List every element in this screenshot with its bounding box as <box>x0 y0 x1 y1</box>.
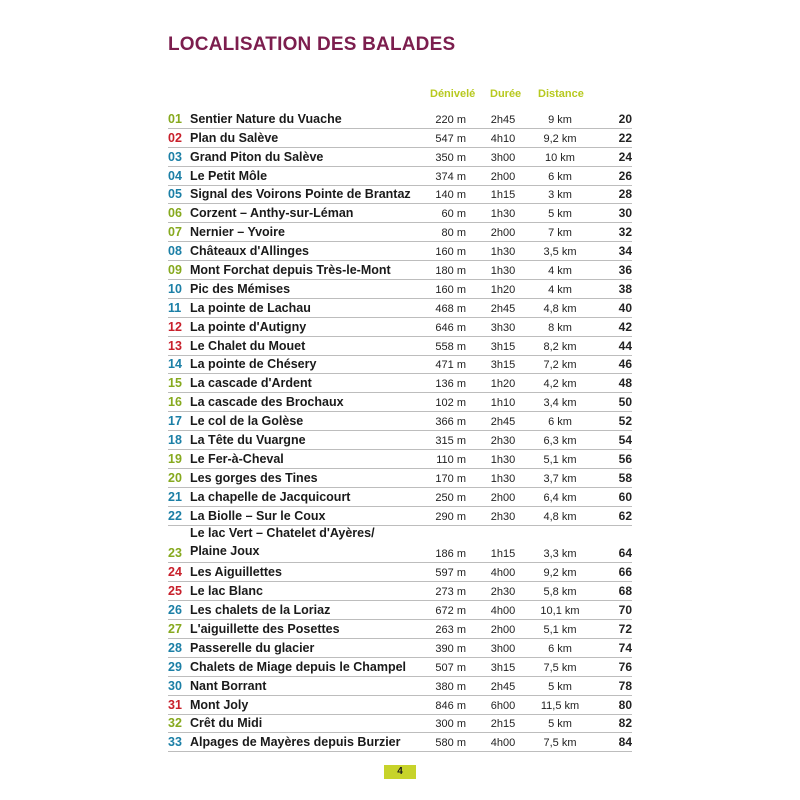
walk-number: 21 <box>168 489 182 504</box>
walk-page: 62 <box>618 508 632 523</box>
table-row <box>168 242 632 261</box>
walk-denivele: 471 m <box>435 359 466 372</box>
walk-name <box>190 112 342 126</box>
walk-distance: 7,2 km <box>543 359 577 372</box>
walk-duree: 4h00 <box>490 605 516 618</box>
table-row <box>168 412 632 431</box>
walk-name-line: Pic des Mémises <box>190 281 291 296</box>
walk-page: 56 <box>618 451 632 466</box>
walk-name <box>190 452 284 466</box>
walk-name <box>190 716 262 730</box>
walk-number: 15 <box>168 376 182 391</box>
walk-number: 02 <box>168 130 182 145</box>
walk-denivele: 186 m <box>435 548 466 561</box>
walk-distance: 9 km <box>548 113 572 126</box>
walk-distance: 5 km <box>548 208 572 221</box>
table-row <box>168 280 632 299</box>
walk-duree: 1h30 <box>490 453 516 466</box>
walk-page: 34 <box>618 244 632 259</box>
walk-name <box>190 603 330 617</box>
walk-name-line: Plan du Salève <box>190 130 279 145</box>
table-row <box>168 639 632 658</box>
walk-name <box>190 320 306 334</box>
walk-name <box>190 282 290 296</box>
walk-page: 22 <box>618 130 632 145</box>
walk-name <box>190 357 316 371</box>
walk-distance: 9,2 km <box>543 567 577 580</box>
table-row <box>168 582 632 601</box>
walk-number: 16 <box>168 395 182 410</box>
walk-denivele: 102 m <box>435 397 466 410</box>
walk-number: 19 <box>168 451 182 466</box>
walk-name-line: La Biolle – Sur le Coux <box>190 508 326 523</box>
walk-duree: 1h30 <box>490 208 516 221</box>
walk-duree: 1h20 <box>490 378 516 391</box>
table-row <box>168 393 632 412</box>
walk-name-line: La pointe d'Autigny <box>190 319 307 334</box>
walk-page: 46 <box>618 357 632 372</box>
walk-name-line: La Tête du Vuargne <box>190 433 306 448</box>
walk-name-line: Alpages de Mayères depuis Burzier <box>190 735 401 750</box>
walk-name <box>190 225 285 239</box>
walk-page: 20 <box>618 111 632 126</box>
walk-denivele: 140 m <box>435 189 466 202</box>
walk-name-line: Châteaux d'Allinges <box>190 244 309 259</box>
table-row <box>168 374 632 393</box>
walk-name-line: Mont Forchat depuis Très-le-Mont <box>190 263 391 278</box>
walk-name <box>190 169 267 183</box>
walk-number: 14 <box>168 357 182 372</box>
walk-number: 25 <box>168 584 182 599</box>
table-row <box>168 318 632 337</box>
walk-page: 50 <box>618 395 632 410</box>
walk-name <box>190 679 266 693</box>
walk-distance: 8 km <box>548 321 572 334</box>
table-row <box>168 337 632 356</box>
walk-page: 60 <box>618 489 632 504</box>
walk-name <box>190 263 391 277</box>
walk-duree: 2h00 <box>490 623 516 636</box>
walk-name-line: Chalets de Miage depuis le Champel <box>190 659 407 674</box>
walk-distance: 5,1 km <box>543 453 577 466</box>
walk-distance: 6,4 km <box>543 491 577 504</box>
walk-name-line: Les chalets de la Loriaz <box>190 603 331 618</box>
walk-duree: 2h15 <box>490 718 516 731</box>
walk-name <box>190 698 248 712</box>
walk-page: 36 <box>618 263 632 278</box>
walk-duree: 1h15 <box>490 189 516 202</box>
table-row <box>168 299 632 318</box>
walk-duree: 1h15 <box>490 548 516 561</box>
walk-denivele: 374 m <box>435 170 466 183</box>
walk-number: 18 <box>168 433 182 448</box>
walk-distance: 6 km <box>548 642 572 655</box>
table-row <box>168 696 632 715</box>
walk-number: 20 <box>168 470 182 485</box>
walk-name-line: Nant Borrant <box>190 678 267 693</box>
walk-name <box>190 301 311 315</box>
walk-name-line: Sentier Nature du Vuache <box>190 111 342 126</box>
walk-name-line: Nernier – Yvoire <box>190 225 285 240</box>
walk-name-line: La pointe de Chésery <box>190 357 317 372</box>
walk-duree: 2h45 <box>490 113 516 126</box>
walk-name <box>190 565 282 579</box>
walk-distance: 6 km <box>548 170 572 183</box>
header-denivele: Dénivelé <box>430 88 476 100</box>
walk-page: 40 <box>618 300 632 315</box>
walk-page: 26 <box>618 168 632 183</box>
walk-denivele: 350 m <box>435 151 466 164</box>
table-row <box>168 356 632 375</box>
walk-number: 01 <box>168 111 182 126</box>
walk-number: 24 <box>168 565 182 580</box>
walk-duree: 3h00 <box>490 642 516 655</box>
walk-name <box>190 376 312 390</box>
walk-distance: 4,2 km <box>543 378 577 391</box>
table-row <box>168 677 632 696</box>
walk-duree: 2h45 <box>490 680 516 693</box>
walk-duree: 2h00 <box>490 170 516 183</box>
walk-page: 44 <box>618 338 632 353</box>
table-row <box>168 110 632 129</box>
walk-page: 32 <box>618 225 632 240</box>
walk-duree: 2h45 <box>490 416 516 429</box>
walk-distance: 7,5 km <box>543 737 577 750</box>
walk-page: 68 <box>618 584 632 599</box>
table-row <box>168 167 632 186</box>
walk-distance: 6,3 km <box>543 435 577 448</box>
walk-page: 74 <box>618 640 632 655</box>
walk-name <box>190 187 411 201</box>
walk-page: 66 <box>618 565 632 580</box>
walk-duree: 1h30 <box>490 265 516 278</box>
walk-name-line: La chapelle de Jacquicourt <box>190 489 351 504</box>
walk-distance: 9,2 km <box>543 132 577 145</box>
header-duree: Durée <box>490 88 522 100</box>
walk-duree: 3h15 <box>490 661 516 674</box>
walk-name-line: La pointe de Lachau <box>190 300 311 315</box>
walk-duree: 3h15 <box>490 359 516 372</box>
walk-duree: 2h30 <box>490 586 516 599</box>
walk-denivele: 170 m <box>435 472 466 485</box>
walk-page: 54 <box>618 433 632 448</box>
walk-name <box>190 490 350 504</box>
walk-name-line: Le Fer-à-Cheval <box>190 451 284 466</box>
walk-distance: 3 km <box>548 189 572 202</box>
walk-name-line: Les gorges des Tines <box>190 470 318 485</box>
walk-denivele: 672 m <box>435 605 466 618</box>
walk-number: 33 <box>168 735 182 750</box>
walk-number: 31 <box>168 697 182 712</box>
walk-number: 05 <box>168 187 182 202</box>
walk-distance: 10 km <box>545 151 575 164</box>
walk-denivele: 390 m <box>435 642 466 655</box>
walk-number: 26 <box>168 603 182 618</box>
walk-duree: 2h00 <box>490 227 516 240</box>
walk-duree: 2h45 <box>490 302 516 315</box>
walk-name <box>190 735 401 749</box>
walk-denivele: 60 m <box>441 208 466 221</box>
walk-distance: 5 km <box>548 718 572 731</box>
walk-page: 48 <box>618 376 632 391</box>
table-row <box>168 431 632 450</box>
walk-denivele: 380 m <box>435 680 466 693</box>
walk-number: 30 <box>168 678 182 693</box>
walk-page: 82 <box>618 716 632 731</box>
table-row <box>168 563 632 582</box>
walk-name-line: La cascade des Brochaux <box>190 395 344 410</box>
walk-name <box>190 131 278 145</box>
walk-distance: 3,4 km <box>543 397 577 410</box>
walk-number: 27 <box>168 621 182 636</box>
walk-distance: 5 km <box>548 680 572 693</box>
walk-name-line: L'aiguillette des Posettes <box>190 621 340 636</box>
walk-distance: 4 km <box>548 283 572 296</box>
walk-name <box>190 244 309 258</box>
table-row <box>168 261 632 280</box>
walk-denivele: 290 m <box>435 510 466 523</box>
walk-page: 58 <box>618 470 632 485</box>
walk-duree: 2h00 <box>490 491 516 504</box>
walk-number: 22 <box>168 508 182 523</box>
table-row <box>168 469 632 488</box>
walk-page: 76 <box>618 659 632 674</box>
walk-page: 28 <box>618 187 632 202</box>
walk-denivele: 180 m <box>435 265 466 278</box>
header-distance: Distance <box>538 88 584 100</box>
walk-distance: 6 km <box>548 416 572 429</box>
walk-name <box>190 622 340 636</box>
walk-name <box>190 509 325 523</box>
walk-distance: 10,1 km <box>540 605 580 618</box>
walks-table <box>168 110 632 752</box>
walk-denivele: 547 m <box>435 132 466 145</box>
table-row <box>168 601 632 620</box>
walk-number: 09 <box>168 263 182 278</box>
page-title: LOCALISATION DES BALADES <box>168 34 456 55</box>
walk-page: 70 <box>618 603 632 618</box>
walk-distance: 4,8 km <box>543 510 577 523</box>
walk-name <box>190 206 353 220</box>
walk-number: 13 <box>168 338 182 353</box>
walk-number: 07 <box>168 225 182 240</box>
walk-name-line: Signal des Voirons Pointe de Brantaz <box>190 187 411 202</box>
walk-number: 32 <box>168 716 182 731</box>
table-row <box>168 148 632 167</box>
walk-page: 84 <box>618 735 632 750</box>
walk-name-line: Grand Piton du Salève <box>190 149 324 164</box>
walk-name-line: Le Chalet du Mouet <box>190 338 306 353</box>
walk-name <box>190 641 314 655</box>
table-row <box>168 129 632 148</box>
walk-distance: 3,3 km <box>543 548 577 561</box>
walk-name <box>190 150 323 164</box>
walk-denivele: 110 m <box>436 453 466 466</box>
table-row <box>168 186 632 205</box>
table-row <box>168 526 632 564</box>
walk-name <box>190 471 318 485</box>
walk-number: 11 <box>168 300 182 315</box>
walk-name <box>190 584 263 598</box>
walk-denivele: 263 m <box>435 623 466 636</box>
table-row <box>168 450 632 469</box>
page-number-badge: 4 <box>384 765 416 779</box>
walk-denivele: 220 m <box>435 113 466 126</box>
walk-duree: 6h00 <box>490 699 516 712</box>
walk-name-line: Plaine Joux <box>190 544 260 559</box>
walk-denivele: 507 m <box>435 661 466 674</box>
walk-denivele: 160 m <box>435 246 466 259</box>
walk-denivele: 597 m <box>435 567 466 580</box>
walk-number: 23 <box>168 546 182 561</box>
walk-name-line: Passerelle du glacier <box>190 640 315 655</box>
walk-name-line: Crêt du Midi <box>190 716 263 731</box>
walk-page: 24 <box>618 149 632 164</box>
walk-name-line: Mont Joly <box>190 697 249 712</box>
walk-page: 80 <box>618 697 632 712</box>
table-header <box>168 88 632 104</box>
table-row <box>168 658 632 677</box>
walk-name <box>190 524 375 562</box>
walk-name-line: Corzent – Anthy-sur-Léman <box>190 206 354 221</box>
walk-duree: 4h10 <box>490 132 516 145</box>
walk-denivele: 558 m <box>435 340 466 353</box>
walk-name <box>190 433 306 447</box>
walk-duree: 2h30 <box>490 510 516 523</box>
walk-distance: 5,8 km <box>543 586 577 599</box>
walk-number: 10 <box>168 281 182 296</box>
walk-name-line: Le col de la Golèse <box>190 414 304 429</box>
walk-page: 42 <box>618 319 632 334</box>
walk-page: 30 <box>618 206 632 221</box>
walk-number: 28 <box>168 640 182 655</box>
table-row <box>168 204 632 223</box>
walk-denivele: 468 m <box>435 302 466 315</box>
walk-duree: 4h00 <box>490 567 516 580</box>
walk-name <box>190 339 305 353</box>
walk-denivele: 846 m <box>435 699 466 712</box>
walk-distance: 8,2 km <box>543 340 577 353</box>
walk-page: 78 <box>618 678 632 693</box>
walk-duree: 1h30 <box>490 472 516 485</box>
table-row <box>168 620 632 639</box>
walk-page: 72 <box>618 621 632 636</box>
table-row <box>168 733 632 752</box>
walk-duree: 3h15 <box>490 340 516 353</box>
walk-number: 08 <box>168 244 182 259</box>
table-row <box>168 715 632 734</box>
walk-denivele: 136 m <box>435 378 466 391</box>
walk-denivele: 300 m <box>435 718 466 731</box>
walk-name <box>190 395 344 409</box>
walk-distance: 3,5 km <box>543 246 577 259</box>
walk-name-line: Le lac Blanc <box>190 584 263 599</box>
walk-distance: 7,5 km <box>543 661 577 674</box>
walk-denivele: 646 m <box>435 321 466 334</box>
walk-denivele: 80 m <box>441 227 466 240</box>
walk-page: 52 <box>618 414 632 429</box>
walk-denivele: 315 m <box>435 435 466 448</box>
walk-name-line: La cascade d'Ardent <box>190 376 312 391</box>
table-row <box>168 223 632 242</box>
walk-number: 29 <box>168 659 182 674</box>
walk-distance: 4 km <box>548 265 572 278</box>
walk-distance: 11,5 km <box>540 699 580 712</box>
walk-number: 06 <box>168 206 182 221</box>
walk-distance: 4,8 km <box>543 302 577 315</box>
walk-denivele: 160 m <box>435 283 466 296</box>
walk-name-line: Le Petit Môle <box>190 168 268 183</box>
walk-name <box>190 414 303 428</box>
walk-page: 64 <box>618 546 632 561</box>
walk-number: 03 <box>168 149 182 164</box>
walk-duree: 3h00 <box>490 151 516 164</box>
walk-duree: 1h20 <box>490 283 516 296</box>
walk-distance: 5,1 km <box>543 623 577 636</box>
walk-distance: 7 km <box>548 227 572 240</box>
walk-number: 17 <box>168 414 182 429</box>
walk-distance: 3,7 km <box>543 472 577 485</box>
table-row <box>168 488 632 507</box>
walk-name-line: Les Aiguillettes <box>190 565 282 580</box>
walk-number: 12 <box>168 319 182 334</box>
walk-denivele: 580 m <box>435 737 466 750</box>
walk-name-line: Le lac Vert – Chatelet d'Ayères/ <box>190 525 375 540</box>
walk-denivele: 273 m <box>435 586 466 599</box>
walk-duree: 3h30 <box>490 321 516 334</box>
walk-denivele: 366 m <box>435 416 466 429</box>
walk-denivele: 250 m <box>435 491 466 504</box>
walk-number: 04 <box>168 168 182 183</box>
walk-duree: 1h10 <box>490 397 516 410</box>
walk-duree: 1h30 <box>490 246 516 259</box>
walk-duree: 4h00 <box>490 737 516 750</box>
walk-name <box>190 660 406 674</box>
walk-page: 38 <box>618 281 632 296</box>
walk-duree: 2h30 <box>490 435 516 448</box>
